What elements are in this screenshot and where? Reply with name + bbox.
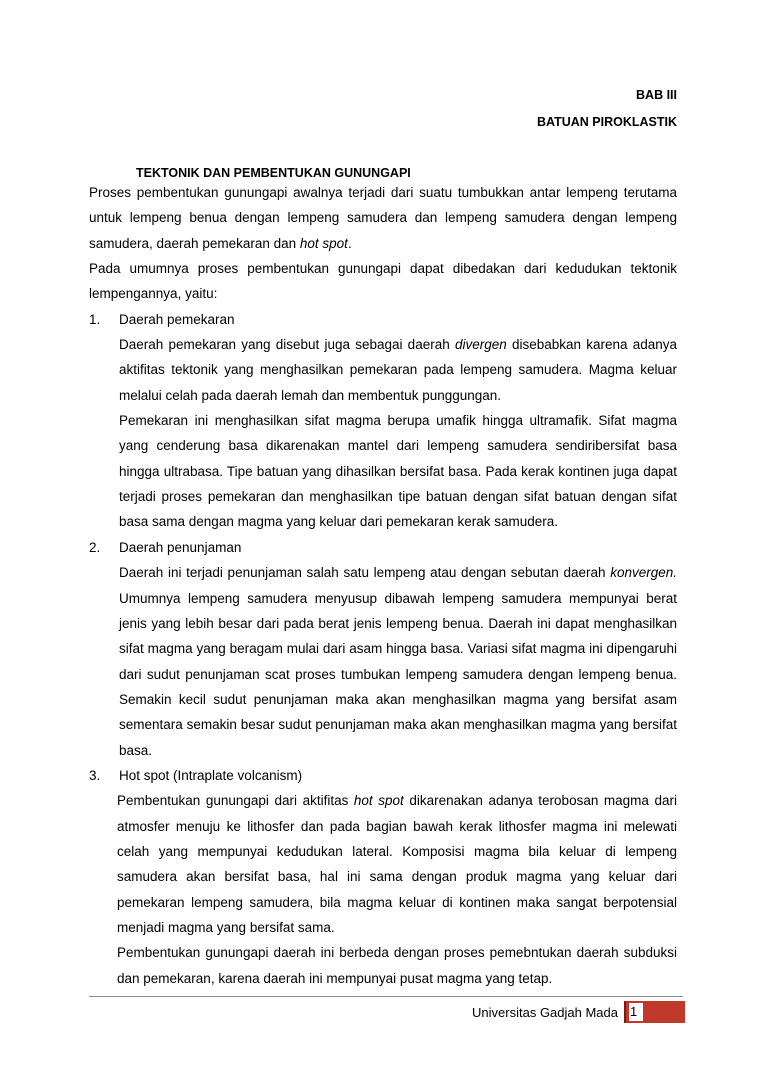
- chapter-label: BAB III: [636, 88, 677, 102]
- page-number: 1: [630, 1004, 638, 1019]
- footer-institution: Universitas Gadjah Mada: [472, 1005, 618, 1020]
- list-item-paragraph: Daerah ini terjadi penunjaman salah satu lempeng atau dengan sebutan daerah konvergen. Umumnya lempeng samudera menyusup dibawah lempeng samudera mempunyai berat jenis yang lebih besar dari pada berat jenis lempeng benua. Daerah ini dapat menghasilkan sifat magma yang beragam mulai dari asam hingga basa. Variasi sifat magma ini dipengaruhi dari sudut penunjaman scat proses tumbukan lempeng samudera dengan lempeng benua. Semakin kecil sudut penunjaman maka akan menghasilkan magma yang bersifat asam sementara semakin besar sudut penunjaman maka akan menghasilkan magma yang bersifat basa.: [119, 565, 677, 758]
- document-body: [89, 180, 677, 991]
- intro-paragraph-2: Pada umumnya proses pembentukan gunungapi dapat dibedakan dari kedudukan tektonik lempengannya, yaitu:: [89, 261, 677, 302]
- list-item-heading: 3. Hot spot (Intraplate volcanism): [89, 767, 303, 783]
- intro-paragraph: Proses pembentukan gunungapi awalnya terjadi dari suatu tumbukkan antar lempeng terutama untuk lempeng benua dengan lempeng samudera dan lempeng samudera dengan lempeng samudera, daerah pemekaran dan hot spot.: [89, 185, 677, 251]
- section-title: TEKTONIK DAN PEMBENTUKAN GUNUNGAPI: [136, 166, 411, 180]
- list-item-paragraph: Pembentukan gunungapi daerah ini berbeda dengan proses pemebntukan daerah subduksi dan pemekaran, karena daerah ini mempunyai pusat magma yang tetap.: [117, 945, 677, 986]
- list-item-heading: 1. Daerah pemekaran: [89, 311, 235, 327]
- chapter-title: BATUAN PIROKLASTIK: [536, 115, 677, 129]
- list-item-paragraph: Pemekaran ini menghasilkan sifat magma berupa umafik hingga ultramafik. Sifat magma yang cenderung basa dikarenakan mantel dari lempeng samudera sendiribersifat basa hingga ultrabasa. Tipe batuan yang dihasilkan bersifat basa. Pada kerak kontinen juga dapat terjadi proses pemekaran dan menghasilkan tipe batuan dengan sifat batuan dengan sifat basa sama dengan magma yang keluar dari pemekaran kerak samudera.: [119, 413, 677, 530]
- page-number-badge: [624, 1001, 685, 1023]
- list-item-paragraph: Daerah pemekaran yang disebut juga sebagai daerah divergen disebabkan karena adanya aktifitas tektonik yang menghasilkan pemekaran pada lempeng samudera. Magma keluar melalui celah pada daerah lemah dan membentuk punggungan.: [119, 337, 677, 403]
- list-item-paragraph: Pembentukan gunungapi dari aktifitas hot spot dikarenakan adanya terobosan magma dari atmosfer menuju ke lithosfer dan pada bagian bawah kerak lithosfer magma ini melewati celah yang mempunyai kedudukan lateral. Komposisi magma bila keluar di lempeng samudera akan bersifat basa, hal ini sama dengan produk magma yang keluar dari pemekaran lempeng samudera, bila magma keluar di kontinen maka sangat berpotensial menjadi magma yang bersifat sama.: [117, 793, 677, 935]
- list-item-heading: 2. Daerah penunjaman: [89, 539, 242, 555]
- footer-divider: [89, 996, 683, 997]
